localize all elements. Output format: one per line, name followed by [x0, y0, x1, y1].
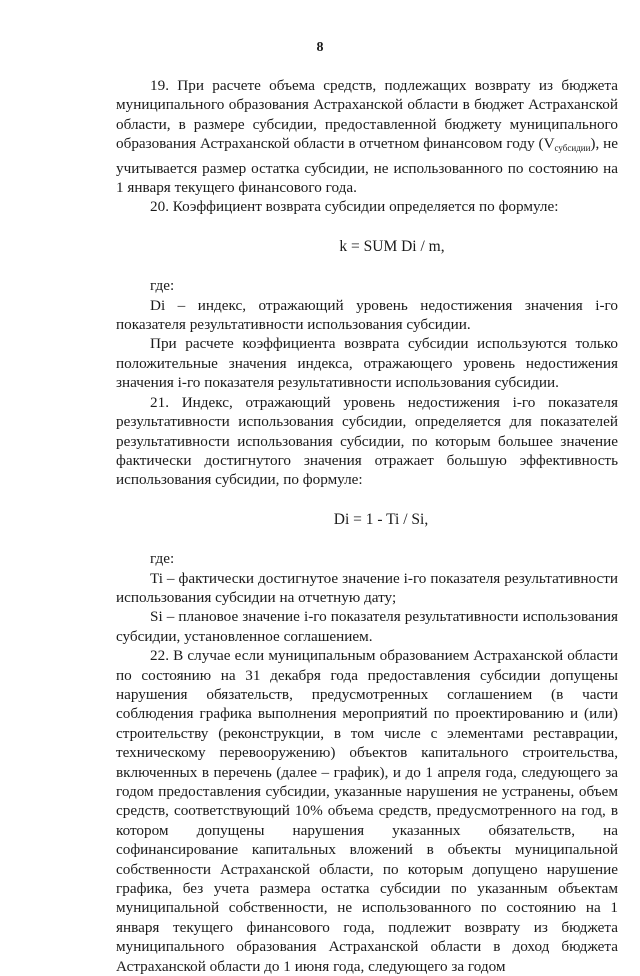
- paragraph-21: 21. Индекс, отражающий уровень недостижения i-го показателя результативности использования субсидии, определяется для показателей результативности использования субсидии, по которым большее значение фактически достигнутого значения отражает большую эффективность использования субсидии, по формуле:: [116, 393, 618, 489]
- paragraph-19-text-b: ), не учитывается размер остатка субсидии, не использованного по состоянию на 1 января текущего финансового года.: [116, 135, 618, 197]
- page-number: 8: [316, 40, 324, 55]
- paragraph-22: 22. В случае если муниципальным образованием Астраханской области по состоянию на 31 декабря года предоставления субсидии допущены нарушения обязательств, предусмотренных соглашением (в части соблюдения графика выполнения мероприятий по проектированию и (или) строительству (реконструкции, в том числе с элементами реставрации, техническому перевооружению) объектов капитального строительства, включенных в перечень (далее – график), и до 1 апреля года, следующего за годом предоставления субсидии, указанные нарушения не устранены, объем средств, соответствующий 10% объема средств, предусмотренного на год, в котором допущены нарушения указанных обязательств, на софинансирование капитальных вложений в объекты муниципальной собственности Астраханской области, по которым допущено нарушение графика, без учета размера остатка субсидии по указанным объектам муниципальной собственности, не использованного по состоянию на 1 января текущего финансового года, подлежит возврату из бюджета муниципального образования Астраханской области в доход бюджета Астраханской области до 1 июня года, следующего за годом: [116, 647, 618, 975]
- paragraph-20-note: При расчете коэффициента возврата субсидии используются только положительные значения индекса, отражающего уровень недостижения значения i-го показателя результативности использования субсидии.: [116, 335, 618, 392]
- document-body: [116, 76, 618, 976]
- where-label-1: где:: [150, 277, 175, 295]
- paragraph-19: [116, 76, 618, 197]
- v-subscript: субсидии: [554, 143, 591, 154]
- paragraph-20: 20. Коэффициент возврата субсидии определяется по формуле:: [150, 198, 559, 216]
- paragraph-19-text-a: 19. При расчете объема средств, подлежащих возврату из бюджета муниципального образования Астраханской области в бюджет Астраханской области, в размере субсидии, предоставленной бюджету муниципального образования Астраханской области в отчетном финансовом году (V: [116, 77, 618, 153]
- ti-definition: Ti – фактически достигнутое значение i-го показателя результативности использования субсидии на отчетную дату;: [116, 569, 618, 606]
- si-definition: Si – плановое значение i-го показателя результативности использования субсидии, установленное соглашением.: [116, 608, 618, 645]
- formula-di: Di = 1 - Ti / Si,: [333, 510, 429, 528]
- where-label-2: где:: [150, 550, 175, 568]
- di-definition: Di – индекс, отражающий уровень недостижения значения i-го показателя результативности использования субсидии.: [116, 296, 618, 334]
- formula-k: k = SUM Di / m,: [339, 237, 445, 255]
